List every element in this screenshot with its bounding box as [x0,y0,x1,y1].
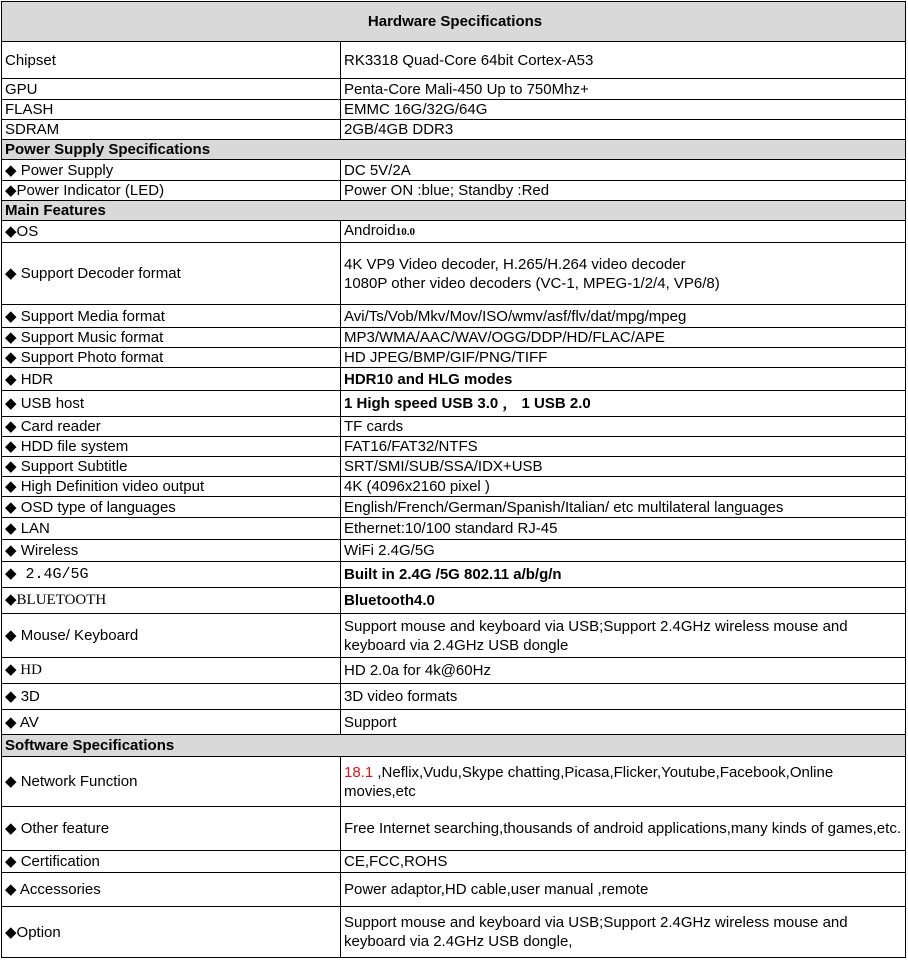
section-row [2,735,906,757]
sdram-value: 2GB/4GB DDR3 [341,120,906,140]
power-section-header: Power Supply Specifications [2,140,906,160]
subtitle-value: SRT/SMI/SUB/SSA/IDX+USB [341,457,906,477]
hd-value: HD 2.0a for 4k@60Hz [341,658,906,684]
av-value: Support [341,710,906,735]
usb-label: ◆ USB host [2,391,341,417]
usb-value: 1 High speed USB 3.0 ， 1 USB 2.0 [341,391,906,417]
wireless-label: ◆ Wireless [2,540,341,562]
other-feature-value: Free Internet searching,thousands of android applications,many kinds of games,etc. [341,807,906,851]
os-value [341,221,906,243]
hd-output-label: ◆ High Definition video output [2,477,341,497]
decoder-value [341,243,906,305]
table-row [2,391,906,417]
section-row [2,140,906,160]
flash-label: FLASH [2,100,341,120]
table-row [2,851,906,873]
network-label: ◆ Network Function [2,757,341,807]
certification-value: CE,FCC,ROHS [341,851,906,873]
table-row [2,658,906,684]
table-row [2,540,906,562]
table-row [2,588,906,614]
table-row [2,100,906,120]
photo-value: HD JPEG/BMP/GIF/PNG/TIFF [341,348,906,368]
table-row [2,79,906,100]
chipset-label: Chipset [2,42,341,79]
table-row [2,42,906,79]
table-row [2,120,906,140]
network-value [341,757,906,807]
subtitle-label: ◆ Support Subtitle [2,457,341,477]
table-row [2,457,906,477]
title-row [2,2,906,42]
table-row [2,328,906,348]
av-label: ◆ AV [2,710,341,735]
lan-label: ◆ LAN [2,518,341,540]
hdd-value: FAT16/FAT32/NTFS [341,437,906,457]
power-supply-label: ◆ Power Supply [2,160,341,181]
table-row [2,477,906,497]
table-row [2,807,906,851]
lan-value: Ethernet:10/100 standard RJ-45 [341,518,906,540]
table-row [2,437,906,457]
sdram-label: SDRAM [2,120,341,140]
hdr-value: HDR10 and HLG modes [341,368,906,391]
network-value-rest: ,Neflix,Vudu,Skype chatting,Picasa,Flicker,Youtube,Facebook,Online movies,etc [344,763,834,800]
card-label: ◆ Card reader [2,417,341,437]
3d-value: 3D video formats [341,684,906,710]
software-section-header: Software Specifications [2,735,906,757]
table-row [2,221,906,243]
osd-label: ◆ OSD type of languages [2,497,341,518]
os-value-main: Android [344,222,396,239]
gpu-label: GPU [2,79,341,100]
chipset-value: RK3318 Quad-Core 64bit Cortex-A53 [341,42,906,79]
main-section-header: Main Features [2,201,906,221]
section-row [2,201,906,221]
option-value: Support mouse and keyboard via USB;Support 2.4GHz wireless mouse and keyboard via 2.4GHz USB dongle, [341,907,906,958]
hdd-label: ◆ HDD file system [2,437,341,457]
os-value-version: 10.0 [395,226,415,238]
power-indicator-value: Power ON :blue; Standby :Red [341,181,906,201]
table-row [2,873,906,907]
certification-label: ◆ Certification [2,851,341,873]
media-value: Avi/Ts/Vob/Mkv/Mov/ISO/wmv/asf/flv/dat/mpg/mpeg [341,305,906,328]
power-supply-value: DC 5V/2A [341,160,906,181]
table-row [2,368,906,391]
mouse-value: Support mouse and keyboard via USB;Support 2.4GHz wireless mouse and keyboard via 2.4GHz USB dongle [341,614,906,658]
table-row [2,614,906,658]
music-value: MP3/WMA/AAC/WAV/OGG/DDP/HD/FLAC/APE [341,328,906,348]
flash-value: EMMC 16G/32G/64G [341,100,906,120]
table-row [2,518,906,540]
bluetooth-value: Bluetooth4.0 [341,588,906,614]
power-indicator-label: ◆Power Indicator (LED) [2,181,341,201]
os-label: ◆OS [2,221,341,243]
page-title: Hardware Specifications [2,2,906,42]
music-label: ◆ Support Music format [2,328,341,348]
other-feature-label: ◆ Other feature [2,807,341,851]
accessories-label: ◆ Accessories [2,873,341,907]
table-row [2,562,906,588]
bluetooth-label: ◆BLUETOOTH [2,588,341,614]
photo-label: ◆ Support Photo format [2,348,341,368]
accessories-value: Power adaptor,HD cable,user manual ,remote [341,873,906,907]
table-row [2,497,906,518]
table-row [2,348,906,368]
wireless-value: WiFi 2.4G/5G [341,540,906,562]
table-row [2,160,906,181]
option-label: ◆Option [2,907,341,958]
decoder-label: ◆ Support Decoder format [2,243,341,305]
network-value-version: 18.1 [344,763,378,781]
table-row [2,907,906,958]
hdr-label: ◆ HDR [2,368,341,391]
spec-table [1,1,906,958]
table-row [2,243,906,305]
mouse-label: ◆ Mouse/ Keyboard [2,614,341,658]
hd-label: ◆ HD [2,658,341,684]
table-row [2,305,906,328]
band-label: ◆ 2.4G/5G [2,562,341,588]
band-value: Built in 2.4G /5G 802.11 a/b/g/n [341,562,906,588]
decoder-line-1: 4K VP9 Video decoder, H.265/H.264 video decoder [344,255,686,273]
osd-value: English/French/German/Spanish/Italian/ etc multilateral languages [341,497,906,518]
3d-label: ◆ 3D [2,684,341,710]
gpu-value: Penta-Core Mali-450 Up to 750Mhz+ [341,79,906,100]
table-row [2,757,906,807]
table-row [2,684,906,710]
card-value: TF cards [341,417,906,437]
decoder-line-2: 1080P other video decoders (VC-1, MPEG-1/2/4, VP6/8) [344,274,720,292]
hd-output-value: 4K (4096x2160 pixel ) [341,477,906,497]
table-row [2,417,906,437]
media-label: ◆ Support Media format [2,305,341,328]
table-row [2,181,906,201]
table-row [2,710,906,735]
